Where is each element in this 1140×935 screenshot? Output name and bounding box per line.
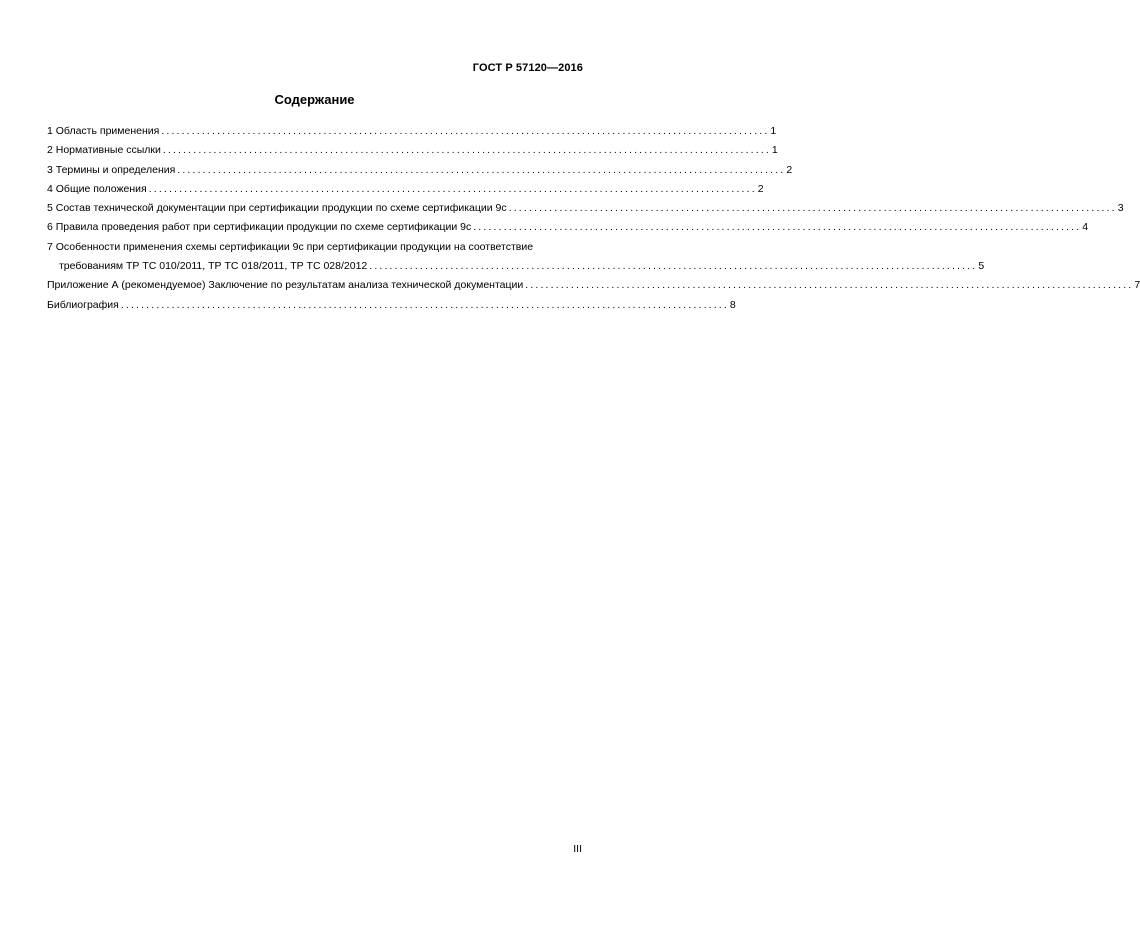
toc-entry-references[interactable] <box>47 141 778 160</box>
page-title: Содержание <box>274 92 355 107</box>
dot-leader: ........................................................................................................................ <box>525 279 1134 292</box>
toc-entry-text: 7 Особенности применения схемы сертификации 9с при сертификации продукции на соответствие <box>47 240 534 253</box>
toc-entry-text: 3 Термины и определения <box>47 163 176 176</box>
toc-entry-text: Приложение А (рекомендуемое) Заключение по результатам анализа технической документации <box>47 279 524 292</box>
toc-entry-bibliography[interactable] <box>47 296 736 315</box>
toc-page-number: 1 <box>770 125 777 137</box>
toc-page-number: 5 <box>978 260 985 273</box>
toc-page-number: 2 <box>757 182 764 195</box>
toc-entry-text: 1 Область применения <box>47 125 160 137</box>
dot-leader: ........................................................................................................................ <box>369 260 978 273</box>
dot-leader: ........................................................................................................................ <box>148 182 757 195</box>
toc-entry-text: 6 Правила проведения работ при сертификации продукции по схеме сертификации 9с <box>47 221 472 234</box>
toc-entry-text: 5 Состав технической документации при сертификации продукции по схеме сертификации 9с <box>47 202 507 215</box>
toc-entry-scope[interactable] <box>47 122 777 141</box>
toc-entry-terms[interactable] <box>47 161 793 180</box>
toc-entry-features[interactable] <box>47 238 985 277</box>
table-of-contents <box>47 122 1140 315</box>
toc-page-number: 4 <box>1082 221 1089 234</box>
dot-leader: ........................................................................................................................ <box>162 144 771 157</box>
dot-leader: ........................................................................................................................ <box>473 221 1082 234</box>
toc-entry-appendix-a[interactable] <box>47 276 1140 295</box>
toc-page-number: 2 <box>786 163 793 176</box>
dot-leader: ........................................................................................................................ <box>177 163 786 176</box>
toc-entry-text: 2 Нормативные ссылки <box>47 144 161 157</box>
dot-leader: ........................................................................................................................ <box>508 202 1117 215</box>
toc-page-number: 7 <box>1134 279 1140 292</box>
toc-entry-text: Библиография <box>47 298 119 311</box>
toc-entry-text-continued: требованиям ТР ТС 010/2011, ТР ТС 018/2011, ТР ТС 028/2012 <box>59 260 368 273</box>
page-number: III <box>573 843 582 855</box>
toc-page-number: 8 <box>729 298 736 311</box>
dot-leader: ........................................................................................................................ <box>161 125 770 137</box>
toc-entry-text: 4 Общие положения <box>47 182 147 195</box>
toc-page-number: 3 <box>1117 202 1124 215</box>
toc-entry-rules[interactable] <box>47 218 1089 237</box>
toc-entry-general[interactable] <box>47 180 764 199</box>
dot-leader: ........................................................................................................................ <box>120 298 729 311</box>
toc-entry-documentation[interactable] <box>47 199 1124 218</box>
toc-page-number: 1 <box>771 144 778 157</box>
document-code: ГОСТ Р 57120—2016 <box>472 62 583 74</box>
